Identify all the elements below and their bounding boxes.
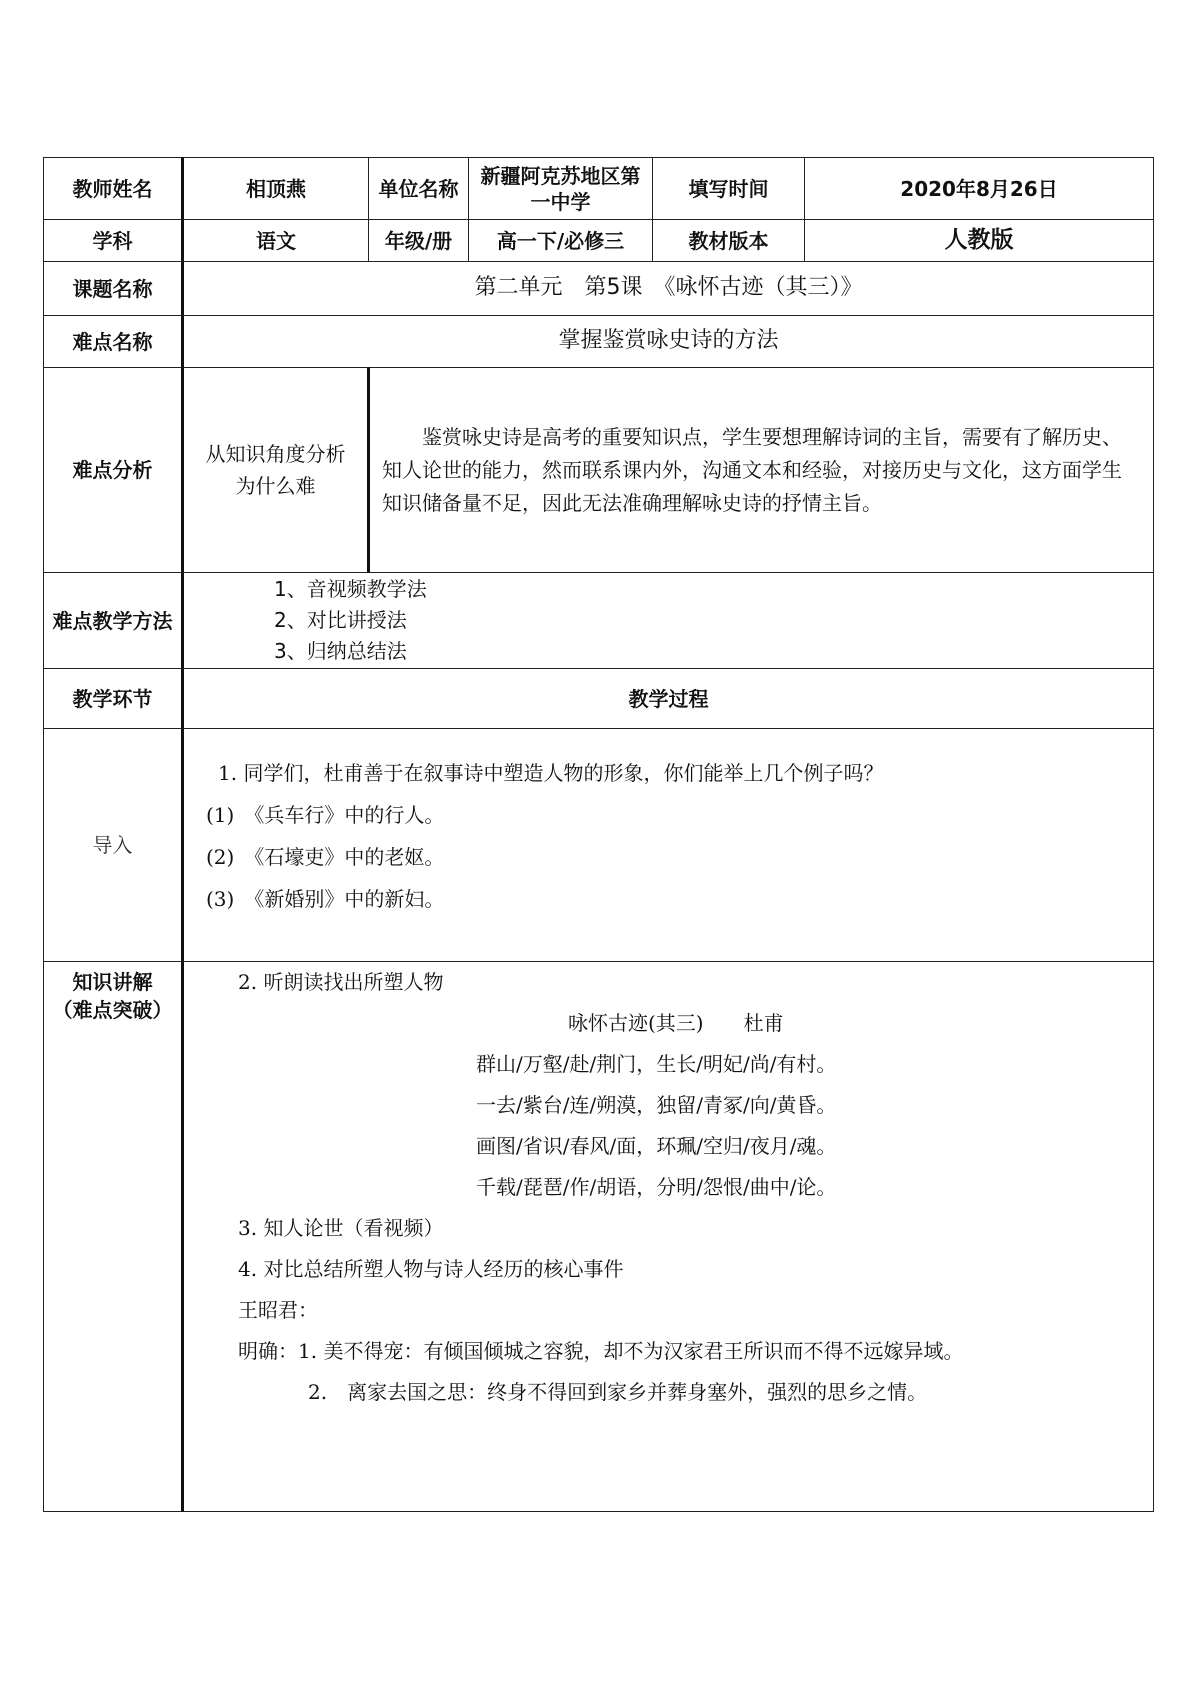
knowledge-label <box>44 962 183 1512</box>
intro-example: (3) 《新婚别》中的新妇。 <box>206 887 445 911</box>
intro-question: 1. 同学们，杜甫善于在叙事诗中塑造人物的形象，你们能举上几个例子吗？ <box>218 761 884 785</box>
knowledge-row <box>44 962 1154 1512</box>
knowledge-label-line2: （难点突破） <box>52 998 173 1022</box>
poem-line: 群山/万壑/赴/荆门，生长/明妃/尚/有村。 <box>476 1052 837 1076</box>
edition-value: 人教版 <box>805 220 1154 262</box>
intro-label: 导入 <box>44 729 183 962</box>
analysis-label: 难点分析 <box>44 368 183 573</box>
intro-example: (2) 《石壕吏》中的老妪。 <box>206 845 445 869</box>
knowledge-step2: 2. 听朗读找出所塑人物 <box>238 970 444 994</box>
process-header-row <box>44 669 1154 729</box>
unit-label: 单位名称 <box>369 158 469 220</box>
intro-content <box>183 729 1154 962</box>
knowledge-content <box>183 962 1154 1512</box>
analysis-row <box>44 368 1154 573</box>
knowledge-clarify-1: 明确：1. 美不得宠：有倾国倾城之容貌，却不为汉家君王所识而不得不远嫁异域。 <box>238 1339 964 1363</box>
analysis-text: 鉴赏咏史诗是高考的重要知识点，学生要想理解诗词的主旨，需要有了解历史、知人论世的能力，然而联系课内外，沟通文本和经验，对接历史与文化，这方面学生知识储备量不足，因此无法准确理解咏史诗的抒情主旨。 <box>369 368 1154 573</box>
poem-line: 一去/紫台/连/朔漠，独留/青冢/向/黄昏。 <box>476 1093 837 1117</box>
date-label: 填写时间 <box>653 158 805 220</box>
grade-label: 年级/册 <box>369 220 469 262</box>
method-item: 2、对比讲授法 <box>274 608 407 632</box>
process-value: 教学过程 <box>183 669 1154 729</box>
date-value: 2020年8月26日 <box>805 158 1154 220</box>
lesson-plan-table <box>43 157 1154 1512</box>
analysis-sub-label: 从知识角度分析为什么难 <box>183 368 369 573</box>
header-row-1 <box>44 158 1154 220</box>
method-item: 3、归纳总结法 <box>274 639 407 663</box>
process-label: 教学环节 <box>44 669 183 729</box>
knowledge-label-line1: 知识讲解 <box>72 970 153 994</box>
intro-example: (1) 《兵车行》中的行人。 <box>206 803 445 827</box>
poem-line: 画图/省识/春风/面，环珮/空归/夜月/魂。 <box>476 1134 837 1158</box>
subject-value: 语文 <box>183 220 369 262</box>
subject-label: 学科 <box>44 220 183 262</box>
teacher-label: 教师姓名 <box>44 158 183 220</box>
methods-list <box>183 573 1154 669</box>
topic-label: 课题名称 <box>44 262 183 316</box>
knowledge-clarify-2: 2. 离家去国之思：终身不得回到家乡并葬身塞外，强烈的思乡之情。 <box>308 1380 928 1404</box>
difficulty-label: 难点名称 <box>44 316 183 368</box>
knowledge-step3: 3. 知人论世（看视频） <box>238 1216 444 1240</box>
intro-row <box>44 729 1154 962</box>
teacher-value: 相顶燕 <box>183 158 369 220</box>
grade-value: 高一下/必修三 <box>469 220 653 262</box>
unit-value: 新疆阿克苏地区第一中学 <box>469 158 653 220</box>
methods-label: 难点教学方法 <box>44 573 183 669</box>
knowledge-step4: 4. 对比总结所塑人物与诗人经历的核心事件 <box>238 1257 624 1281</box>
methods-row <box>44 573 1154 669</box>
edition-label: 教材版本 <box>653 220 805 262</box>
topic-value: 第二单元 第5课 《咏怀古迹（其三）》 <box>183 262 1154 316</box>
difficulty-row <box>44 316 1154 368</box>
method-item: 1、音视频教学法 <box>274 577 427 601</box>
poem-line: 千载/琵琶/作/胡语，分明/怨恨/曲中/论。 <box>476 1175 837 1199</box>
header-row-2 <box>44 220 1154 262</box>
knowledge-subject: 王昭君： <box>238 1298 318 1322</box>
difficulty-value: 掌握鉴赏咏史诗的方法 <box>183 316 1154 368</box>
topic-row <box>44 262 1154 316</box>
poem-title: 咏怀古迹(其三) 杜甫 <box>568 1011 784 1035</box>
